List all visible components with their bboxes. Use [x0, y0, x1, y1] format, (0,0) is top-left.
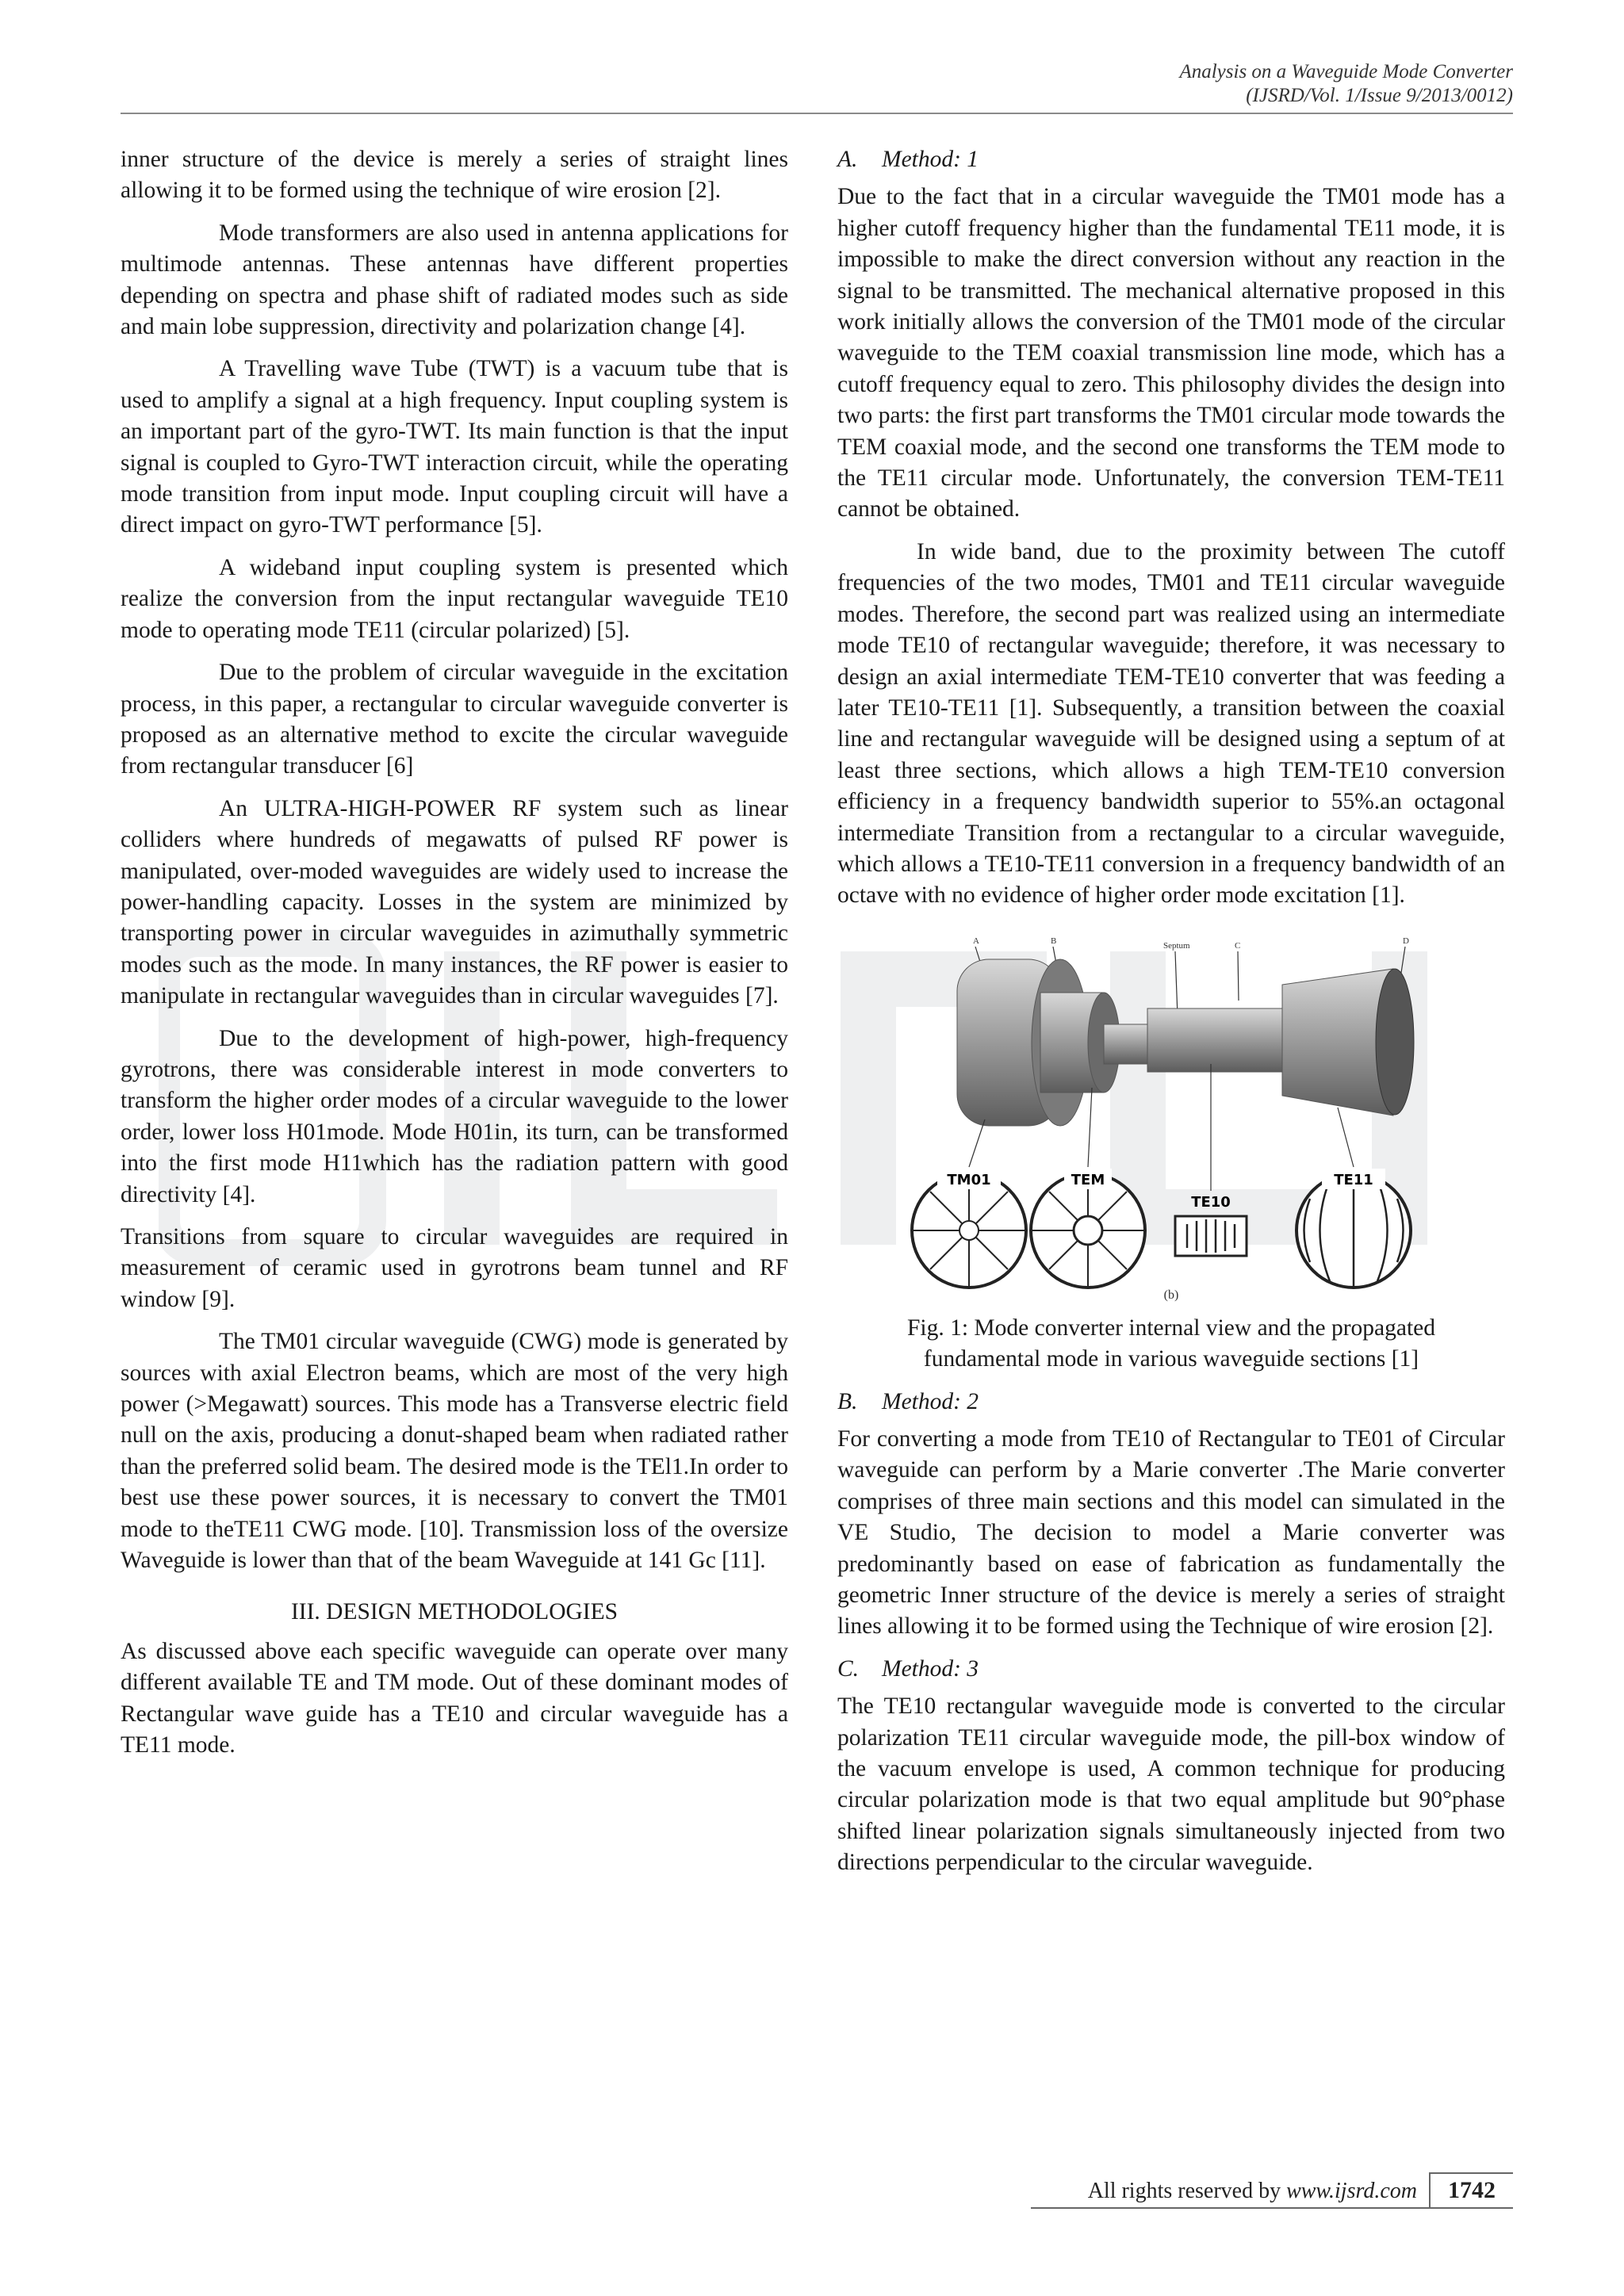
paragraph: A Travelling wave Tube (TWT) is a vacuum tube that is used to amplify a signal at a high frequency. Input coupling system is an important part of the gyro-TWT. Its main function is that the input signal is coupled to Gyro-TWT interaction circuit, while the operating mode transition from input mode. Input coupling circuit will have a direct impact on gyro-TWT performance [5].: [121, 356, 788, 538]
paragraph: For converting a mode from TE10 of Rectangular to TE01 of Circular waveguide can perform by a Marie converter .The Marie converter comprises of three main sections and this model can simulated in the VE Studio, The decision to model a Marie converter was predominantly based on ease of fabrication as fundamentally the geometric Inner structure of the device is merely a series of straight lines allowing it to be formed using the Technique of wire erosion [2].: [837, 1425, 1505, 1640]
figure-mode-converter: [910, 929, 1433, 1302]
figure-label-septum: Septum: [1163, 940, 1190, 951]
subsection-heading-method-3: [837, 1654, 1505, 1685]
figure-label-b: B: [1051, 936, 1057, 946]
figure-mode-label-tm01: TM01: [947, 1171, 991, 1188]
subsection-heading-method-1: [837, 144, 1505, 175]
figure-illustration: [910, 929, 1433, 1302]
paragraph: In wide band, due to the proximity between The cutoff frequencies of the two modes, TM01 and TE11 circular waveguide modes. Therefore, the second part was realized using an intermediate mode TE10 of rectangular waveguide; therefore, it was necessary to design an axial intermediate TEM-TE10 converter that was feeding a later TE10-TE11 [1]. Subsequently, a transition between the coaxial line and rectangular waveguide will be designed using a septum of at least three sections, which allows a high TEM-TE10 conversion efficiency in a frequency bandwidth superior to 55%.an octagonal intermediate Transition from a rectangular to a circular waveguide, which allows a TE10-TE11 conversion in a frequency bandwidth of an octave with no evidence of higher order mode excitation [1].: [837, 538, 1505, 909]
footer-site-link[interactable]: www.ijsrd.com: [1286, 2179, 1417, 2203]
figure-mode-label-te11: TE11: [1334, 1171, 1373, 1188]
paragraph: The TE10 rectangular waveguide mode is converted to the circular polarization TE11 circular waveguide mode, the pill-box window of the vacuum envelope is used, A common technique for producing circular polarization mode is that two equal amplitude but 90°phase shifted linear polarization signals simultaneously injected from two directions perpendicular to the circular waveguide.: [837, 1693, 1505, 1876]
figure-label-d: D: [1403, 936, 1409, 946]
subsection-title: Method: 1: [882, 147, 979, 172]
footer-rights: All rights reserved by: [1087, 2179, 1281, 2203]
header-journal: (IJSRD/Vol. 1/Issue 9/2013/0012): [1246, 85, 1513, 106]
paragraph: Due to the fact that in a circular waveguide the TM01 mode has a higher cutoff frequency higher than the fundamental TE11 mode, it is impossible to make the direct conversion without any reaction in the signal to be transmitted. The mechanical alternative proposed in this work initially allows the conversion of the TM01 mode of the circular waveguide to the TEM coaxial transmission line mode, which has a cutoff frequency equal to zero. This philosophy divides the design into two parts: the first part transforms the TM01 circular mode towards the TEM coaxial mode, and the second one transforms the TEM mode to the TE11 circular mode. Unfortunately, the conversion TEM-TE11 cannot be obtained.: [837, 184, 1505, 522]
footer-rule: [1031, 2207, 1513, 2209]
paragraph: A wideband input coupling system is presented which realize the conversion from the input rectangular waveguide TE10 mode to operating mode TE11 (circular polarized) [5].: [121, 554, 788, 643]
paragraph: Mode transformers are also used in antenna applications for multimode antennas. These antennas have different properties depending on spectra and phase shift of radiated modes such as side and main lobe suppression, directivity and polarization change [4].: [121, 220, 788, 340]
subsection-label: C.: [837, 1655, 860, 1682]
paragraph: Due to the development of high-power, high-frequency gyrotrons, there was considerable interest in mode converters to transform the higher order modes of a circular waveguide to the lower order, lower loss H01mode. Mode H01in, its turn, can be transformed into the first mode H11which has the radiation pattern with good directivity [4].: [121, 1025, 788, 1207]
figure-label-c: C: [1235, 940, 1241, 951]
left-column: [121, 144, 788, 1773]
section-heading: III. DESIGN METHODOLOGIES: [290, 1599, 619, 1625]
page-number: 1742: [1429, 2172, 1513, 2207]
header-rule: [121, 113, 1513, 114]
figure-mode-label-tem: TEM: [1071, 1171, 1105, 1188]
paragraph: Transitions from square to circular waveguides are required in measurement of ceramic used in gyrotrons beam tunnel and RF window [9].: [121, 1224, 788, 1312]
paragraph: Due to the problem of circular waveguide in the excitation process, in this paper, a rectangular to circular waveguide converter is proposed as an alternative method to excite the circular waveguide from rectangular transducer [6]: [121, 660, 788, 779]
paragraph: As discussed above each specific waveguide can operate over many different available TE and TM mode. Out of these dominant modes of Rectangular wave guide has a TE10 and circular waveguide has a TE11 mode.: [121, 1638, 788, 1758]
figure-sub-label: (b): [1163, 1288, 1179, 1302]
running-header: [1179, 60, 1513, 108]
subsection-label: A.: [837, 147, 858, 172]
subsection-title: Method: 2: [882, 1388, 979, 1414]
header-title: Analysis on a Waveguide Mode Converter: [1179, 61, 1513, 82]
subsection-title: Method: 3: [882, 1655, 979, 1682]
paragraph: inner structure of the device is merely a series of straight lines allowing it to be formed using the technique of wire erosion [2].: [121, 147, 788, 204]
figure-caption: Fig. 1: Mode converter internal view and the propagated fundamental mode in various waveguide sections [1]: [907, 1314, 1435, 1372]
paragraph: The TM01 circular waveguide (CWG) mode is generated by sources with axial Electron beams, which are most of the very high power (>Megawatt) sources. This mode has a Transverse electric field null on the axis, producing a donut-shaped beam when radiated rather than the preferred solid beam. The desired mode is the TEl1.In order to best use these power sources, it is necessary to convert the TM01 mode to theTE11 CWG mode. [10]. Transmission loss of the oversize Waveguide is lower than that of the beam Waveguide at 141 Gc [11].: [121, 1329, 788, 1574]
figure-mode-label-te10: TE10: [1191, 1193, 1231, 1211]
figure-label-a: A: [973, 936, 979, 946]
page-footer: [1088, 2172, 1513, 2207]
subsection-heading-method-2: [837, 1387, 1505, 1418]
right-column: [837, 144, 1505, 1890]
subsection-label: B.: [837, 1388, 858, 1414]
paragraph: An ULTRA-HIGH-POWER RF system such as linear colliders where hundreds of megawatts of pulsed RF power is manipulated, over-moded waveguides are widely used to increase the power-handling capacity. Losses in the system are minimized by transporting power in circular waveguides in azimuthally symmetric modes such as the mode. In many instances, the RF power is easier to manipulate in rectangular waveguides than in circular waveguides [7].: [121, 795, 788, 1009]
